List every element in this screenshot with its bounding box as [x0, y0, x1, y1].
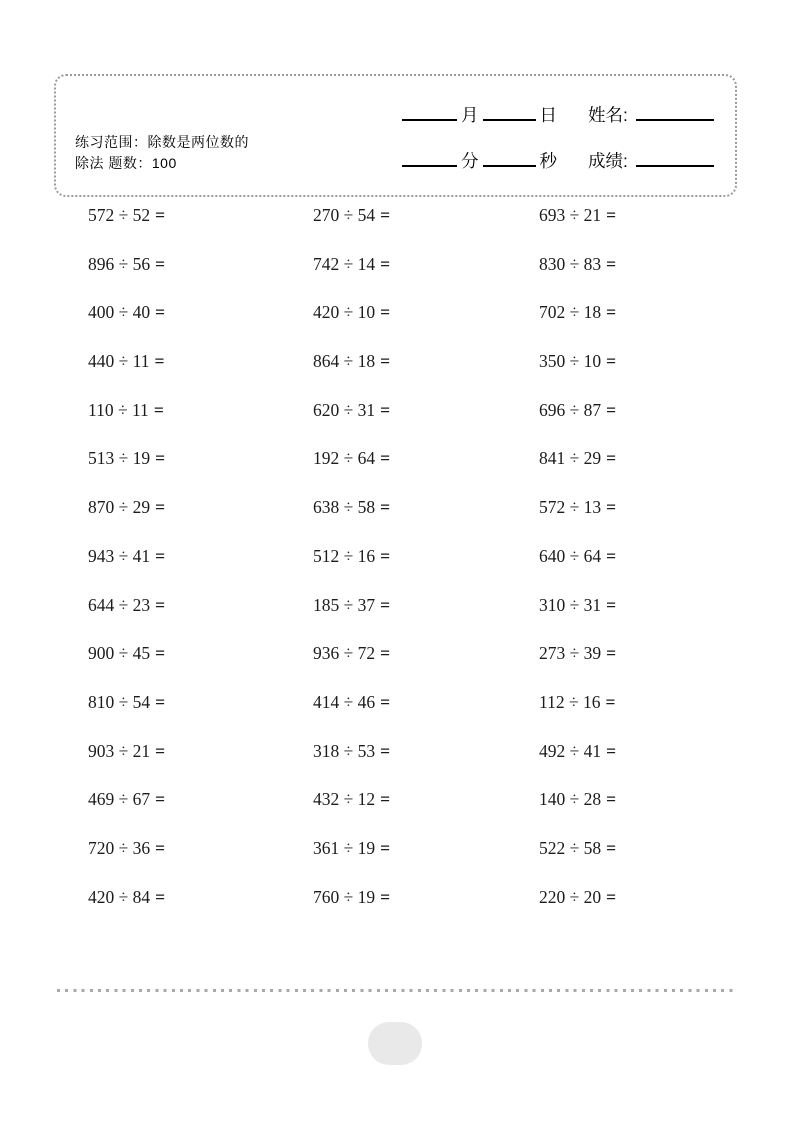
problem [539, 495, 739, 519]
problem-expression: 432 ÷ 12 [313, 789, 376, 810]
problem-expression: 110 ÷ 11 [88, 399, 149, 420]
equals-sign: = [380, 740, 391, 761]
name-label: 姓名: [588, 105, 628, 125]
problem-expression: 361 ÷ 19 [313, 837, 376, 858]
problem-expression: 440 ÷ 11 [88, 351, 150, 372]
problem-expression: 864 ÷ 18 [313, 351, 376, 372]
problem-expression: 693 ÷ 21 [539, 205, 602, 225]
problem [539, 690, 739, 714]
problem [88, 398, 313, 422]
problem [88, 300, 313, 324]
problem [313, 300, 539, 324]
problem-expression: 638 ÷ 58 [313, 497, 376, 518]
equals-sign: = [155, 545, 166, 566]
problem-expression: 310 ÷ 31 [539, 594, 602, 615]
problem [313, 544, 539, 568]
problem-expression: 192 ÷ 64 [313, 448, 376, 469]
problem-expression: 640 ÷ 64 [539, 545, 602, 566]
problem [313, 398, 539, 422]
equals-sign: = [380, 643, 391, 664]
problem-expression: 572 ÷ 52 [88, 205, 151, 225]
score-label: 成绩: [588, 151, 628, 171]
date-name-row [402, 102, 714, 127]
problem-expression: 830 ÷ 83 [539, 253, 602, 274]
problem [313, 739, 539, 763]
problem-expression: 522 ÷ 58 [539, 837, 602, 858]
equals-sign: = [155, 740, 166, 761]
equals-sign: = [380, 351, 391, 372]
problem [313, 787, 539, 811]
equals-sign: = [155, 448, 166, 469]
problem [88, 787, 313, 811]
equals-sign: = [606, 837, 617, 858]
problem [88, 836, 313, 860]
problem [539, 544, 739, 568]
time-score-row [402, 148, 714, 173]
equals-sign: = [154, 351, 165, 372]
problem [313, 690, 539, 714]
equals-sign: = [155, 497, 166, 518]
problem-expression: 903 ÷ 21 [88, 740, 151, 761]
equals-sign: = [380, 886, 391, 907]
problem-expression: 644 ÷ 23 [88, 594, 151, 615]
equals-sign: = [606, 545, 617, 566]
problem-expression: 400 ÷ 40 [88, 302, 151, 323]
problem-expression: 841 ÷ 29 [539, 448, 602, 469]
problem [313, 203, 539, 227]
equals-sign: = [605, 691, 616, 712]
problem [539, 398, 739, 422]
minute-label: 分 [461, 151, 479, 171]
problem-expression: 273 ÷ 39 [539, 643, 602, 664]
problem-expression: 469 ÷ 67 [88, 789, 151, 810]
problem-expression: 742 ÷ 14 [313, 253, 376, 274]
problem-expression: 900 ÷ 45 [88, 643, 151, 664]
problem-expression: 620 ÷ 31 [313, 399, 376, 420]
equals-sign: = [606, 643, 617, 664]
problem-expression: 270 ÷ 54 [313, 205, 376, 225]
equals-sign: = [155, 886, 166, 907]
problem [88, 495, 313, 519]
problem [539, 836, 739, 860]
problem-expression: 140 ÷ 28 [539, 789, 602, 810]
problem-expression: 185 ÷ 37 [313, 594, 376, 615]
equals-sign: = [380, 448, 391, 469]
day-label: 日 [539, 105, 557, 125]
problem-expression: 702 ÷ 18 [539, 302, 602, 323]
problem [539, 349, 739, 373]
header-fields [402, 76, 732, 195]
problem [88, 593, 313, 617]
problem [88, 885, 313, 909]
problem-expression: 513 ÷ 19 [88, 448, 151, 469]
equals-sign: = [153, 399, 164, 420]
problem [539, 641, 739, 665]
equals-sign: = [606, 253, 617, 274]
problem [313, 885, 539, 909]
problem [539, 787, 739, 811]
equals-sign: = [380, 205, 391, 225]
header-box [54, 74, 737, 197]
problem-expression: 810 ÷ 54 [88, 691, 151, 712]
problem-expression: 572 ÷ 13 [539, 497, 602, 518]
problem [313, 495, 539, 519]
problem-expression: 420 ÷ 84 [88, 886, 151, 907]
equals-sign: = [380, 594, 391, 615]
day-blank [483, 119, 536, 121]
dotted-divider [57, 989, 737, 992]
score-blank [636, 165, 714, 167]
problem [88, 739, 313, 763]
problem [88, 641, 313, 665]
problem-expression: 350 ÷ 10 [539, 351, 602, 372]
problem-expression: 760 ÷ 19 [313, 886, 376, 907]
equals-sign: = [606, 302, 617, 323]
equals-sign: = [155, 594, 166, 615]
second-label: 秒 [539, 151, 557, 171]
problem [88, 349, 313, 373]
problem [88, 690, 313, 714]
equals-sign: = [380, 399, 391, 420]
problem [88, 446, 313, 470]
equals-sign: = [380, 837, 391, 858]
equals-sign: = [606, 886, 617, 907]
equals-sign: = [606, 789, 617, 810]
problem [313, 593, 539, 617]
equals-sign: = [155, 691, 166, 712]
problem [313, 446, 539, 470]
problem-expression: 936 ÷ 72 [313, 643, 376, 664]
equals-sign: = [155, 789, 166, 810]
equals-sign: = [606, 448, 617, 469]
page-number-blob [368, 1022, 422, 1065]
equals-sign: = [606, 497, 617, 518]
equals-sign: = [155, 643, 166, 664]
problem [539, 739, 739, 763]
problem [88, 544, 313, 568]
problem-expression: 492 ÷ 41 [539, 740, 602, 761]
equals-sign: = [606, 351, 617, 372]
problem-expression: 220 ÷ 20 [539, 886, 602, 907]
problem [313, 836, 539, 860]
equals-sign: = [606, 399, 617, 420]
equals-sign: = [155, 302, 166, 323]
minute-blank [402, 165, 457, 167]
problem [313, 349, 539, 373]
equals-sign: = [380, 789, 391, 810]
problem [313, 641, 539, 665]
problem-expression: 512 ÷ 16 [313, 545, 376, 566]
equals-sign: = [155, 837, 166, 858]
equals-sign: = [606, 594, 617, 615]
equals-sign: = [380, 302, 391, 323]
problem [539, 593, 739, 617]
problem-expression: 414 ÷ 46 [313, 691, 376, 712]
equals-sign: = [380, 497, 391, 518]
equals-sign: = [155, 205, 166, 225]
problem [88, 203, 313, 227]
second-blank [483, 165, 536, 167]
equals-sign: = [606, 205, 617, 225]
practice-scope-text: 练习范围：除数是两位数的除法 题数：100 [75, 134, 249, 171]
problem-expression: 318 ÷ 53 [313, 740, 376, 761]
problem [539, 885, 739, 909]
month-blank [402, 119, 457, 121]
problems-grid [88, 203, 739, 933]
problem [539, 203, 739, 227]
problem [539, 446, 739, 470]
problem [539, 252, 739, 276]
problem-expression: 112 ÷ 16 [539, 691, 601, 712]
month-label: 月 [461, 105, 479, 125]
problem [88, 252, 313, 276]
problem-expression: 870 ÷ 29 [88, 497, 151, 518]
equals-sign: = [155, 253, 166, 274]
equals-sign: = [606, 740, 617, 761]
problem-expression: 696 ÷ 87 [539, 399, 602, 420]
problem-expression: 720 ÷ 36 [88, 837, 151, 858]
problem-expression: 420 ÷ 10 [313, 302, 376, 323]
name-blank [636, 119, 714, 121]
equals-sign: = [380, 691, 391, 712]
problem [313, 252, 539, 276]
equals-sign: = [380, 545, 391, 566]
problem [539, 300, 739, 324]
equals-sign: = [380, 253, 391, 274]
problem-expression: 896 ÷ 56 [88, 253, 151, 274]
problem-expression: 943 ÷ 41 [88, 545, 151, 566]
